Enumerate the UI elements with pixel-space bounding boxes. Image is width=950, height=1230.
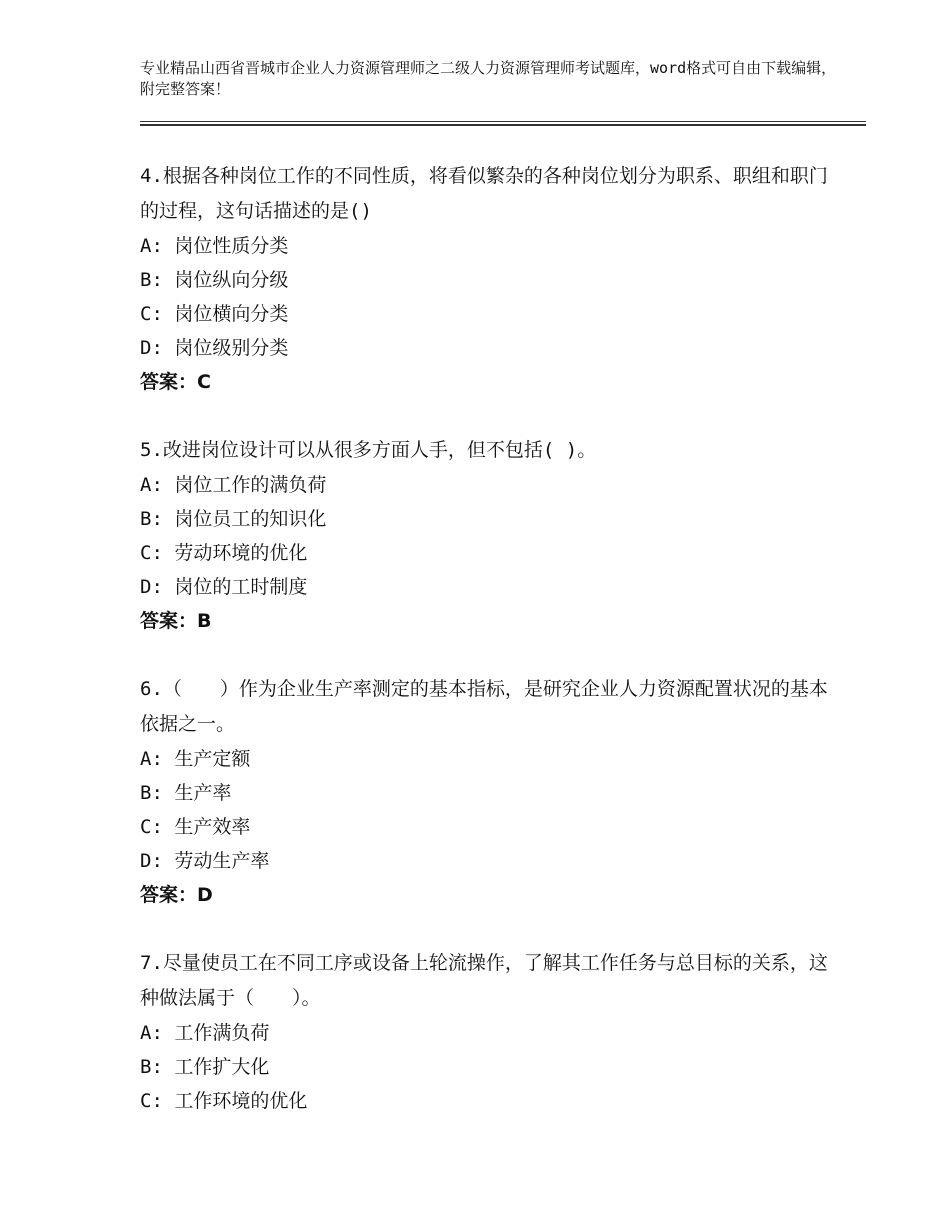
option-a: A: 工作满负荷 (140, 1022, 270, 1044)
question-6 (140, 672, 830, 912)
question-7 (140, 946, 830, 1118)
question-stem: 6.（ ）作为企业生产率测定的基本指标，是研究企业人力资源配置状况的基本依据之一。 (140, 678, 828, 735)
question-5 (140, 433, 830, 638)
option-d: D: 岗位级别分类 (140, 337, 289, 359)
answer: 答案：D (140, 884, 213, 906)
question-list (140, 159, 830, 1152)
question-stem: 4.根据各种岗位工作的不同性质，将看似繁杂的各种岗位划分为职系、职组和职门的过程，这句话描述的是() (140, 165, 828, 222)
option-b: B: 岗位员工的知识化 (140, 508, 327, 530)
header-rule-thin (140, 121, 866, 122)
answer: 答案：C (140, 371, 211, 393)
question-stem: 7.尽量使员工在不同工序或设备上轮流操作，了解其工作任务与总目标的关系，这种做法属于（ ）。 (140, 952, 828, 1009)
option-b: B: 生产率 (140, 782, 232, 804)
option-a: A: 岗位工作的满负荷 (140, 474, 327, 496)
document-header: 专业精品山西省晋城市企业人力资源管理师之二级人力资源管理师考试题库，word格式可自由下载编辑，附完整答案！ (140, 59, 837, 98)
option-c: C: 劳动环境的优化 (140, 542, 308, 564)
question-stem: 5.改进岗位设计可以从很多方面人手，但不包括( )。 (140, 439, 597, 461)
option-a: A: 生产定额 (140, 748, 251, 770)
option-a: A: 岗位性质分类 (140, 235, 289, 257)
question-4 (140, 159, 830, 399)
option-c: C: 工作环境的优化 (140, 1090, 308, 1112)
option-d: D: 劳动生产率 (140, 850, 270, 872)
option-b: B: 工作扩大化 (140, 1056, 270, 1078)
option-c: C: 生产效率 (140, 816, 251, 838)
option-b: B: 岗位纵向分级 (140, 269, 289, 291)
option-d: D: 岗位的工时制度 (140, 576, 308, 598)
header-rule-thick (140, 124, 866, 126)
answer: 答案：B (140, 610, 212, 632)
option-c: C: 岗位横向分类 (140, 303, 289, 325)
